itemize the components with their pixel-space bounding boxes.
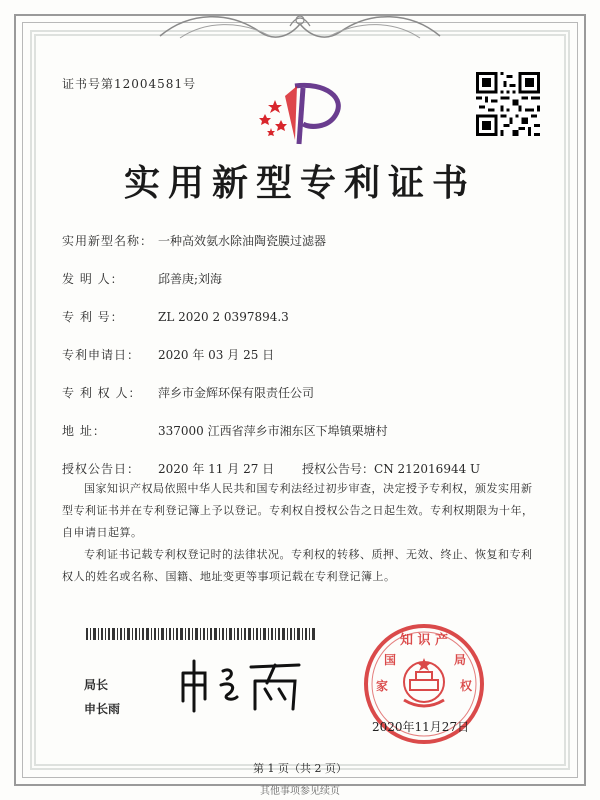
field-filing-date [62, 346, 274, 363]
field-value: 萍乡市金辉环保有限责任公司 [158, 386, 315, 400]
field-value: 337000 江西省萍乡市湘东区下埠镇栗塘村 [158, 424, 388, 438]
field-label: 专利申请日： [62, 348, 141, 362]
field-grant-number [302, 460, 480, 477]
field-value: 2020 年 03 月 25 日 [158, 348, 275, 362]
svg-text:知 识 产: 知 识 产 [399, 633, 449, 648]
svg-text:权: 权 [459, 679, 473, 693]
body-paragraph-1: 国家知识产权局依照中华人民共和国专利法经过初步审查，决定授予专利权，颁发实用新型专利证书并在专利登记簿上予以登记。专利权自授权公告之日起生效。专利权期限为十年，自申请日起算。 [62, 482, 534, 539]
field-value: ZL 2020 2 0397894.3 [158, 310, 289, 324]
certificate-body [62, 478, 540, 588]
field-label: 授权公告号： [302, 462, 375, 476]
director-name: 申长雨 [84, 702, 121, 716]
svg-text:国: 国 [383, 653, 397, 667]
field-label: 专 利 号： [62, 310, 124, 324]
field-label: 专 利 权 人： [62, 386, 142, 400]
qr-code-icon [476, 72, 540, 136]
field-patent-number [62, 308, 289, 325]
certificate-title: 实用新型专利证书 [123, 162, 476, 204]
field-label: 实用新型名称： [62, 234, 154, 248]
field-grant-date [62, 460, 274, 477]
field-label: 授权公告日： [62, 462, 141, 476]
body-paragraph-2: 专利证书记载专利权登记时的法律状况。专利权的转移、质押、无效、终止、恢复和专利权人的姓名或名称、国籍、地址变更等事项记载在专利登记簿上。 [62, 548, 533, 583]
director-signature [175, 655, 305, 715]
barcode-icon [86, 628, 316, 640]
svg-text:局: 局 [453, 653, 467, 667]
field-address [62, 422, 388, 439]
field-value: 一种高效氨水除油陶瓷膜过滤器 [158, 234, 327, 248]
field-patentee [62, 384, 314, 401]
field-value: 邱善庚;刘海 [158, 272, 223, 286]
field-label: 发 明 人： [62, 272, 124, 286]
field-label: 地 址： [62, 424, 106, 438]
field-value: 2020 年 11 月 27 日 [158, 462, 275, 476]
cnipa-logo-icon [255, 78, 350, 148]
svg-text:家: 家 [375, 679, 389, 693]
field-utility-model-name [62, 232, 326, 249]
top-ornament [150, 6, 450, 50]
director-role: 局长 [84, 678, 109, 692]
footer-note: 其他事项参见续页 [260, 786, 340, 797]
certificate-number: 证书号第12004581号 [62, 77, 197, 91]
field-value: CN 212016944 U [374, 462, 481, 476]
seal-date: 2020年11月27日 [372, 720, 470, 734]
page-number: 第 1 页（共 2 页） [253, 762, 347, 775]
field-inventor [62, 270, 222, 287]
